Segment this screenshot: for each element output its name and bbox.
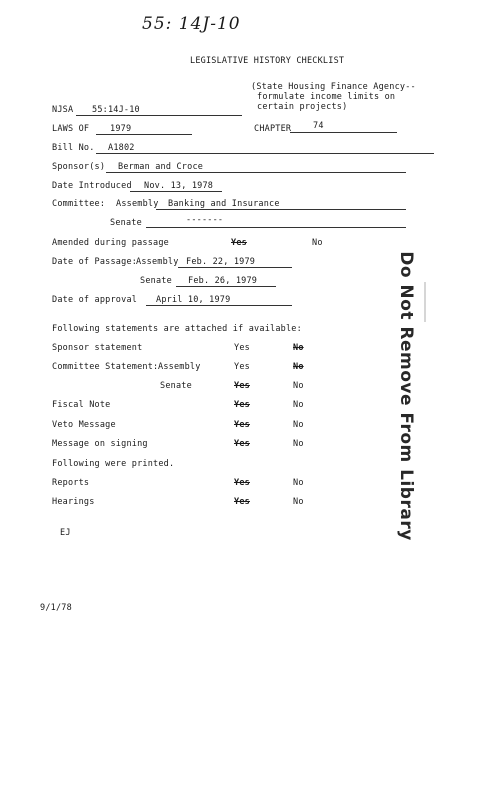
passage-assembly-underline [178, 267, 292, 268]
sponsors-value: Berman and Croce [118, 162, 204, 172]
fiscal-note-label: Fiscal Note [52, 400, 111, 410]
message-on-signing-yes: Yes [234, 439, 250, 449]
committee-senate-underline [146, 227, 406, 228]
committee-statement-senate-label: Senate [160, 381, 192, 391]
chapter-value: 74 [313, 121, 324, 131]
passage-assembly-value: Feb. 22, 1979 [186, 257, 256, 267]
note-line-3: certain projects) [257, 102, 348, 112]
approval-label: Date of approval [52, 295, 138, 305]
note-line-1: (State Housing Finance Agency-- [251, 82, 416, 92]
committee-statement-assembly-label: Assembly [158, 362, 201, 372]
veto-message-yes: Yes [234, 420, 250, 430]
passage-assembly-label: Assembly [136, 257, 179, 267]
reports-no: No [293, 478, 304, 488]
sponsors-underline [106, 172, 406, 173]
passage-senate-label: Senate [140, 276, 172, 286]
date-introduced-underline [130, 191, 222, 192]
committee-statement-assembly-no: No [293, 362, 304, 372]
veto-message-label: Veto Message [52, 420, 116, 430]
passage-senate-underline [176, 286, 276, 287]
njsa-label: NJSA [52, 105, 74, 115]
sponsor-statement-yes: Yes [234, 343, 250, 353]
amended-yes: Yes [231, 238, 247, 248]
date-introduced-value: Nov. 13, 1978 [144, 181, 214, 191]
message-on-signing-label: Message on signing [52, 439, 148, 449]
committee-statement-senate-yes: Yes [234, 381, 250, 391]
approval-value: April 10, 1979 [156, 295, 231, 305]
stamp-ghost-mark [424, 282, 444, 322]
committee-senate-value: ------- [186, 215, 224, 225]
laws-of-underline [96, 134, 192, 135]
initials: EJ [60, 528, 71, 538]
committee-statement-label: Committee Statement: [52, 362, 159, 372]
library-stamp-text: Do Not Remove From Library [396, 251, 416, 541]
committee-assembly-underline [156, 209, 406, 210]
printed-heading: Following were printed. [52, 459, 175, 469]
sponsor-statement-no: No [293, 343, 304, 353]
footer-date: 9/1/78 [40, 603, 72, 613]
handwritten-id: 55: 14J-10 [142, 14, 241, 34]
veto-message-no: No [293, 420, 304, 430]
bill-no-underline [96, 153, 434, 154]
page-title: LEGISLATIVE HISTORY CHECKLIST [190, 56, 345, 66]
committee-senate-label: Senate [110, 218, 142, 228]
amended-label: Amended during passage [52, 238, 169, 248]
reports-yes: Yes [234, 478, 250, 488]
passage-senate-value: Feb. 26, 1979 [188, 276, 258, 286]
laws-of-value: 1979 [110, 124, 132, 134]
fiscal-note-yes: Yes [234, 400, 250, 410]
laws-of-label: LAWS OF [52, 124, 90, 134]
committee-statement-assembly-yes: Yes [234, 362, 250, 372]
fiscal-note-no: No [293, 400, 304, 410]
reports-label: Reports [52, 478, 90, 488]
chapter-underline [290, 132, 397, 133]
amended-no: No [312, 238, 323, 248]
date-introduced-label: Date Introduced [52, 181, 132, 191]
committee-assembly-label: Assembly [116, 199, 159, 209]
committee-statement-senate-no: No [293, 381, 304, 391]
njsa-value: 55:14J-10 [92, 105, 140, 115]
hearings-label: Hearings [52, 497, 95, 507]
njsa-underline [76, 115, 242, 116]
committee-assembly-value: Banking and Insurance [168, 199, 280, 209]
committee-label: Committee: [52, 199, 106, 209]
hearings-yes: Yes [234, 497, 250, 507]
approval-underline [146, 305, 292, 306]
attached-heading: Following statements are attached if available: [52, 324, 302, 334]
bill-no-label: Bill No. [52, 143, 95, 153]
bill-no-value: A1802 [108, 143, 135, 153]
library-stamp [384, 251, 428, 541]
sponsor-statement-label: Sponsor statement [52, 343, 143, 353]
hearings-no: No [293, 497, 304, 507]
message-on-signing-no: No [293, 439, 304, 449]
passage-label: Date of Passage: [52, 257, 138, 267]
chapter-label: CHAPTER [254, 124, 292, 134]
sponsors-label: Sponsor(s) [52, 162, 106, 172]
note-line-2: formulate income limits on [257, 92, 396, 102]
